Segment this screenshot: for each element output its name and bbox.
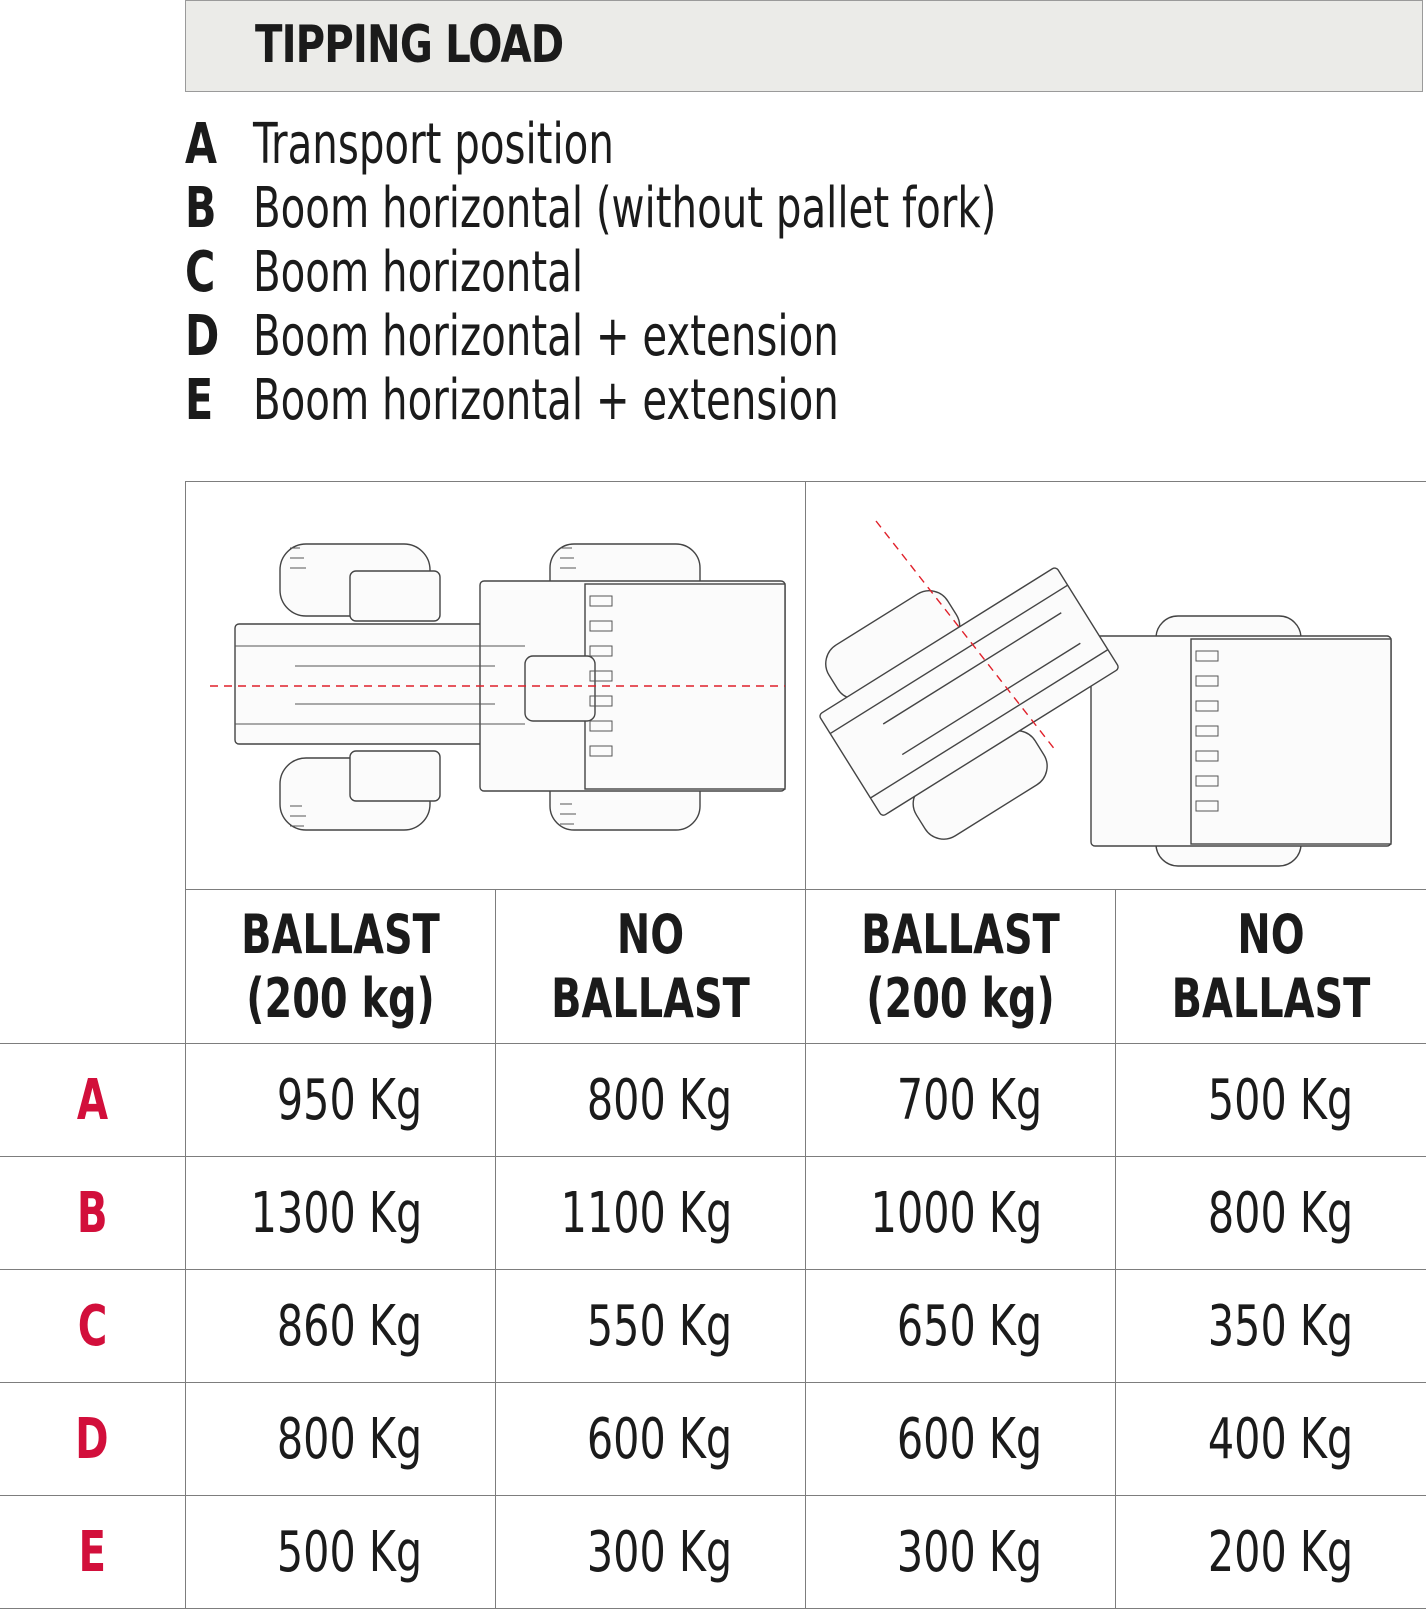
legend-item — [185, 304, 1182, 368]
table-row — [0, 1383, 1426, 1496]
legend-text: Transport position — [253, 111, 614, 177]
table-cell: 550 Kg — [495, 1270, 805, 1383]
table-cell: 800 Kg — [185, 1383, 495, 1496]
column-header — [185, 890, 495, 1044]
row-label: E — [0, 1496, 185, 1609]
legend-item — [185, 112, 1182, 176]
table-cell: 800 Kg — [495, 1044, 805, 1157]
row-label: B — [0, 1157, 185, 1270]
table-cell: 300 Kg — [495, 1496, 805, 1609]
table-cell: 500 Kg — [185, 1496, 495, 1609]
page-title: TIPPING LOAD — [255, 15, 564, 75]
column-header-line2: (200 kg) — [865, 966, 1055, 1030]
table-row — [0, 1270, 1426, 1383]
column-header-line2: (200 kg) — [245, 966, 435, 1030]
loader-articulated-topview-cell — [805, 482, 1426, 890]
legend-item — [185, 368, 1182, 432]
column-header-line2: BALLAST — [1171, 966, 1370, 1030]
column-header-line1: BALLAST — [240, 902, 440, 966]
table-row — [0, 1496, 1426, 1609]
loader-straight-topview-cell — [185, 482, 805, 890]
table-cell: 400 Kg — [1115, 1383, 1426, 1496]
table-cell: 200 Kg — [1115, 1496, 1426, 1609]
loader-articulated-topview-icon — [816, 501, 1416, 871]
title-bar — [185, 0, 1423, 92]
table-row — [0, 1044, 1426, 1157]
legend-text: Boom horizontal — [253, 239, 584, 305]
row-label: D — [0, 1383, 185, 1496]
legend-text: Boom horizontal (without pallet fork) — [253, 175, 997, 241]
column-header-line2: BALLAST — [550, 966, 750, 1030]
table-cell: 600 Kg — [495, 1383, 805, 1496]
table-cell: 860 Kg — [185, 1270, 495, 1383]
legend — [185, 112, 1182, 432]
empty-corner — [0, 482, 185, 890]
table-cell: 350 Kg — [1115, 1270, 1426, 1383]
header-row — [0, 890, 1426, 1044]
column-header-line1: NO — [616, 902, 684, 966]
table-cell: 800 Kg — [1115, 1157, 1426, 1270]
table-cell: 1000 Kg — [805, 1157, 1115, 1270]
column-header-line1: BALLAST — [860, 902, 1060, 966]
empty-header-corner — [0, 890, 185, 1044]
table-cell: 300 Kg — [805, 1496, 1115, 1609]
tipping-load-table — [0, 481, 1426, 1609]
column-header — [1115, 890, 1426, 1044]
legend-text: Boom horizontal + extension — [253, 367, 839, 433]
row-label: C — [0, 1270, 185, 1383]
legend-item — [185, 176, 1182, 240]
loader-straight-topview-icon — [195, 536, 795, 836]
column-header — [805, 890, 1115, 1044]
legend-key: D — [185, 303, 220, 369]
legend-item — [185, 240, 1182, 304]
legend-text: Boom horizontal + extension — [253, 303, 839, 369]
legend-key: C — [185, 239, 216, 305]
column-header — [495, 890, 805, 1044]
legend-key: B — [185, 175, 217, 241]
table-cell: 650 Kg — [805, 1270, 1115, 1383]
table-cell: 500 Kg — [1115, 1044, 1426, 1157]
table-cell: 950 Kg — [185, 1044, 495, 1157]
image-row — [0, 482, 1426, 890]
table-cell: 1100 Kg — [495, 1157, 805, 1270]
table-cell: 1300 Kg — [185, 1157, 495, 1270]
table-cell: 600 Kg — [805, 1383, 1115, 1496]
legend-key: A — [185, 111, 217, 177]
table-row — [0, 1157, 1426, 1270]
row-label: A — [0, 1044, 185, 1157]
legend-key: E — [185, 367, 214, 433]
column-header-line1: NO — [1236, 902, 1305, 966]
table-cell: 700 Kg — [805, 1044, 1115, 1157]
